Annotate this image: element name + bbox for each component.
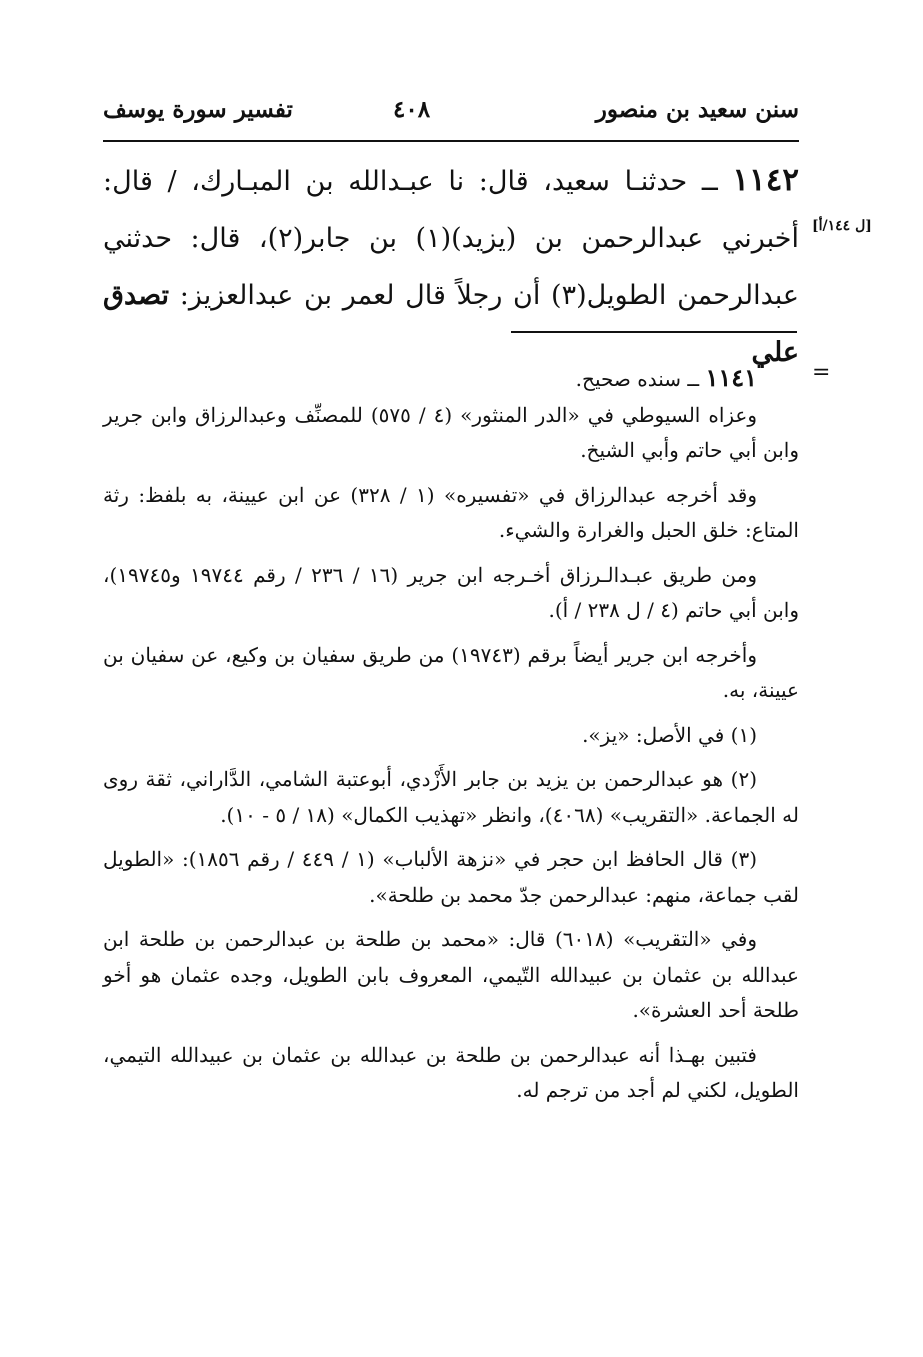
hadith-text	[103, 152, 799, 381]
page-header	[103, 96, 799, 130]
note-paragraph: وعزاه السيوطي في «الدر المنثور» (٤ / ٥٧٥) للمصنِّف وعبدالرزاق وابن جرير وابن أبي حاتم وأبي الشيخ.	[103, 402, 799, 462]
hadith-number: ١١٤٢	[732, 162, 799, 198]
hadith-bold-ending: تصدق علي	[103, 280, 799, 368]
page-number: ٤٠٨	[393, 96, 431, 123]
note-1141	[103, 360, 799, 398]
footnote-divider	[511, 331, 797, 333]
note-number: ١١٤١	[705, 363, 757, 392]
footnote-2: (٢) هو عبدالرحمن بن يزيد بن جابر الأَزْدي، أبوعتبة الشامي، الدَّاراني، ثقة روى له الجماعة. «التقريب» (٤٠٦٨)، وانظر «تهذيب الكمال» (١٨ / ٥ - ١٠).	[103, 767, 799, 827]
hadith-body: حدثنـا سعيد، قال: نا عبـدالله بن المبـارك، / قال: أخبرني عبدالرحمن بن (يزيد)(١) بن جابر(٢)، قال: حدثني عبدالرحمن الطويل(٣) أن رجلاً قال لعمر بن عبدالعزيز:	[103, 166, 800, 311]
continuation-mark: =	[812, 360, 831, 385]
note-dash: ــ	[687, 367, 700, 391]
footnote-3-continued: وفي «التقريب» (٦٠١٨) قال: «محمد بن طلحة بن عبدالرحمن بن طلحة ابن عبدالله بن عثمان بن عبيدالله التّيمي، المعروف بابن الطويل، وجده عثمان هو أخو طلحة أحد العشرة».	[103, 927, 799, 1022]
chapter-title: تفسير سورة يوسف	[103, 96, 293, 123]
note-paragraph: ومن طريق عبـدالـرزاق أخـرجه ابن جرير (١٦ / ٢٣٦ / رقم ١٩٧٤٤ و١٩٧٤٥)، وابن أبي حاتم (٤ / ل ٢٣٨ / أ).	[103, 562, 799, 622]
hadith-dash: ــ	[701, 166, 718, 197]
footnote-3: (٣) قال الحافظ ابن حجر في «نزهة الألباب» (١ / ٤٤٩ / رقم ١٨٥٦): «الطويل لقب جماعة، منهم: عبدالرحمن جدّ محمد بن طلحة».	[103, 847, 799, 907]
note-paragraph: وقد أخرجه عبدالرزاق في «تفسيره» (١ / ٣٢٨) عن ابن عيينة، به بلفظ: رثة المتاع: خلق الحبل والغرارة والشيء.	[103, 482, 799, 542]
manuscript-folio-reference: [ل ١٤٤/أ]	[812, 218, 872, 234]
footnote-3-conclusion: فتبين بهـذا أنه عبدالرحمن بن طلحة بن عبدالله بن عثمان بن عبيدالله التيمي، الطويل، لكني لم أجد من ترجم له.	[103, 1042, 799, 1102]
header-divider	[103, 140, 799, 142]
note-text: سنده صحيح.	[575, 367, 681, 391]
note-paragraph: وأخرجه ابن جرير أيضاً برقم (١٩٧٤٣) من طريق سفيان بن وكيع، عن سفيان بن عيينة، به.	[103, 642, 799, 702]
book-title: سنن سعيد بن منصور	[595, 96, 799, 123]
footnotes-section	[103, 360, 799, 1109]
footnote-1: (١) في الأصل: «يز».	[582, 722, 757, 747]
